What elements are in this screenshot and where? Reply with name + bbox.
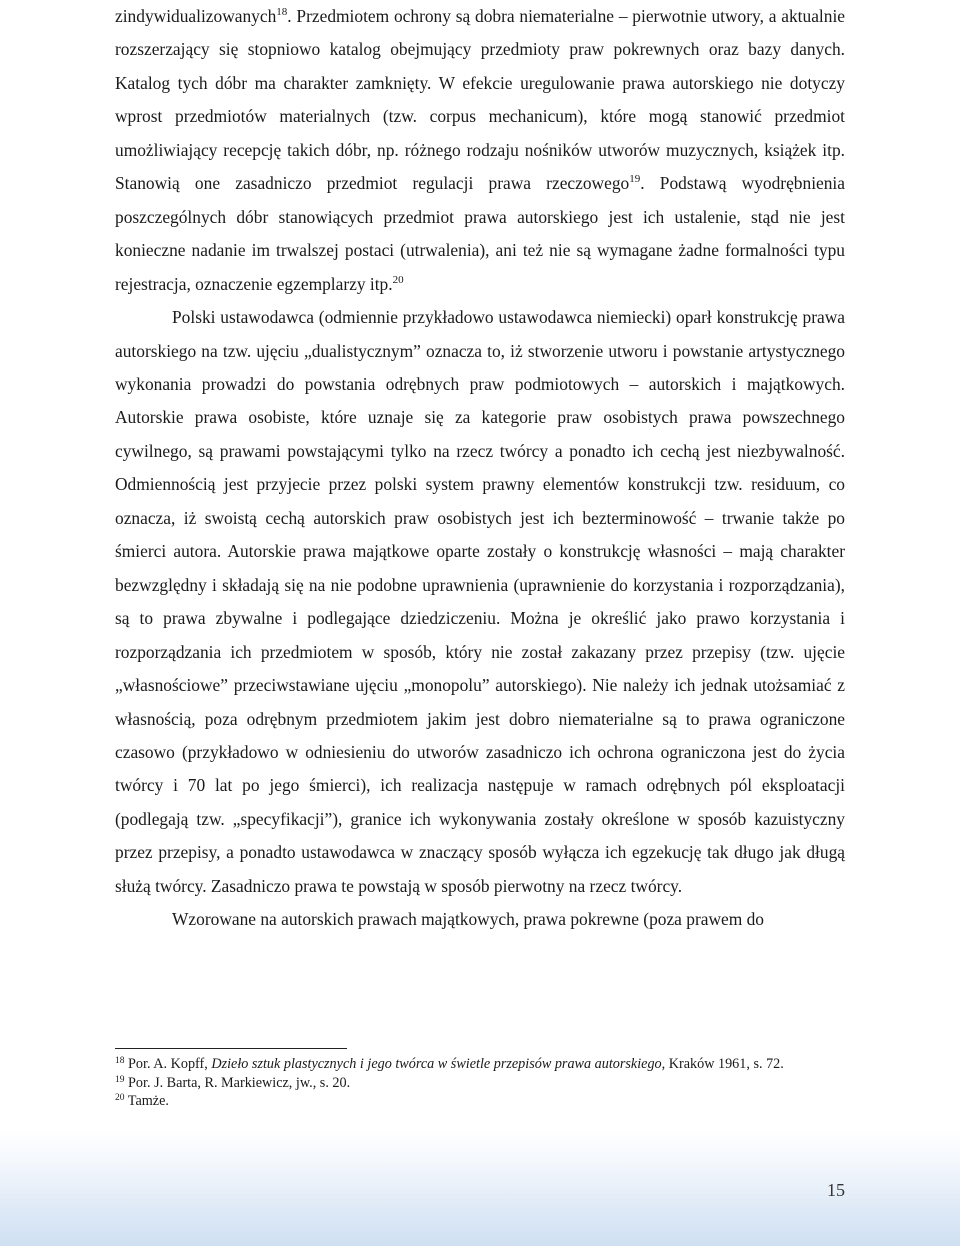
footnote-19 bbox=[115, 1074, 845, 1093]
paragraph-3 bbox=[115, 903, 845, 936]
paragraph-1-text-b: . Przedmiotem ochrony są dobra niematerialne – pierwotnie utwory, a aktualnie rozszerzający się stopniowo katalog obejmujący przedmioty praw pokrewnych oraz bazy danych. Katalog tych dóbr ma charakter zamknięty. W efekcie uregulowanie prawa autorskiego nie dotyczy wprost przedmiotów materialnych (tzw. corpus mechanicum), które mogą stanowić przedmiot umożliwiający recepcję takich dóbr, np. różnego rodzaju nośników utworów muzycznych, książek itp. Stanowią one zasadniczo przedmiot regulacji prawa rzeczowego bbox=[115, 6, 845, 194]
footnote-ref-18[interactable]: 18 bbox=[276, 6, 288, 18]
paragraph-3-text: Wzorowane na autorskich prawach majątkowych, prawa pokrewne (poza prawem do bbox=[172, 909, 764, 930]
footnote-ref-20[interactable]: 20 bbox=[392, 273, 404, 286]
footnote-number: 18 bbox=[115, 1056, 125, 1066]
footnote-20 bbox=[115, 1092, 845, 1111]
page-number: 15 bbox=[827, 1180, 845, 1200]
footer-band bbox=[0, 1130, 960, 1246]
footnotes bbox=[115, 1055, 845, 1111]
footnote-18 bbox=[115, 1055, 845, 1074]
footnote-number: 19 bbox=[115, 1074, 125, 1085]
footnote-number: 20 bbox=[115, 1093, 125, 1104]
paragraph-1-text-c: . Podstawą wyodrębnienia poszczególnych dóbr stanowiących przedmiot prawa autorskiego jest ich ustalenie, stąd nie jest konieczne nadanie im trwalszej postaci (utrwalenia), ani też nie są wymagane żadne formalności typu rejestracja, oznaczenie egzemplarzy itp. bbox=[115, 173, 845, 294]
footnote-cited-title: Dzieło sztuk plastycznych i jego twórca w świetle przepisów prawa autorskiego bbox=[211, 1056, 662, 1072]
footnote-text: Por. J. Barta, R. Markiewicz, jw., s. 20. bbox=[124, 1074, 351, 1091]
paragraph-1-text-a: zindywidualizowanych bbox=[115, 6, 277, 26]
footnote-text: Tamże. bbox=[124, 1093, 169, 1110]
footnote-text: Por. A. Kopff, bbox=[124, 1056, 212, 1072]
paragraph-2: Polski ustawodawca (odmiennie przykładowo ustawodawca niemiecki) oparł konstrukcję prawa autorskiego na tzw. ujęciu „dualistycznym” oznacza to, iż stworzenie utworu i powstanie artystycznego wykonania prowadzi do powstania odrębnych praw podmiotowych – autorskich i majątkowych. Autorskie prawa osobiste, które uznaje się za kategorie praw osobistych prawa powszechnego cywilnego, są prawami powstającymi tylko na rzecz twórcy a ponadto ich cechą jest niezbywalność. Odmiennością jest przyjecie przez polski system prawny elementów konstrukcji tzw. residuum, co oznacza, iż swoistą cechą autorskich praw osobistych jest ich bezterminowość – trwanie także po śmierci autora. Autorskie prawa majątkowe oparte zostały o konstrukcję własności – mają charakter bezwzględny i składają się na nie podobne uprawnienia (uprawnienie do korzystania i rozporządzania), są to prawa zbywalne i podlegające dziedziczeniu. Można je określić jako prawo korzystania i rozporządzania ich przedmiotem w sposób, który nie został zakazany przez przepisy (tzw. ujęcie „własnościowe” przeciwstawiane ujęciu „monopolu” autorskiego). Nie należy ich jednak utożsamiać z własnością, poza odrębnym przedmiotem jakim jest dobro niematerialne są to prawa ograniczone czasowo (przykładowo w odniesieniu do utworów zasadniczo ich ochrona ograniczona jest do życia twórcy i 70 lat po jego śmierci), ich realizacja następuje w ramach odrębnych pól eksploatacji (podlegają tzw. „specyfikacji”), granice ich wykonywania zostały określone w sposób kazuistyczny przez przepisy, a ponadto ustawodawca w znaczący sposób wyłącza ich egzekucję tak długo jak długą służą twórcy. Zasadniczo prawa te powstają w sposób pierwotny na rzecz twórcy. bbox=[115, 307, 845, 896]
footnote-ref-19[interactable]: 19 bbox=[629, 173, 641, 186]
footnote-text: , Kraków 1961, s. 72. bbox=[661, 1056, 784, 1072]
footnote-separator bbox=[115, 1048, 347, 1049]
paragraph-1 bbox=[115, 0, 845, 301]
page-body bbox=[115, 0, 845, 937]
